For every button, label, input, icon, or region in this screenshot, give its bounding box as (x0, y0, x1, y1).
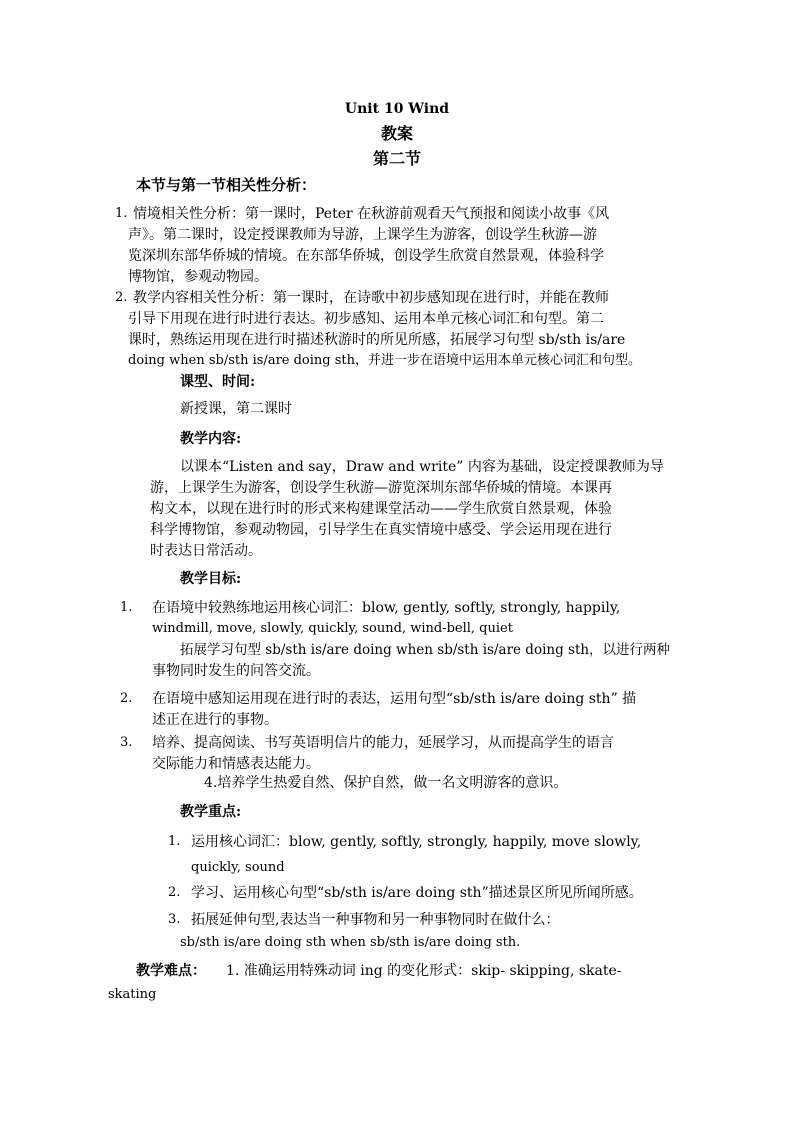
relevance-item-2-line: doing when sb/sth is/are doing sth，并进一步在语境中运用本单元核心词汇和句型。 (128, 353, 642, 368)
key-point-2-line: 学习、运用核心句型“sb/sth is/are doing sth”描述景区所见所闻所感。 (191, 885, 643, 901)
objective-3-line: 交际能力和情感表达能力。 (152, 756, 320, 772)
content-heading: 教学内容: (180, 431, 242, 447)
difficulties-heading: 教学难点： (136, 963, 206, 979)
list-number: 1. (115, 206, 128, 221)
objective-1-sub-line: 拓展学习句型 sb/sth is/are doing when sb/sth is/are doing sth，以进行两种 (180, 642, 671, 658)
list-number: 2. (168, 885, 181, 900)
objectives-heading: 教学目标: (180, 571, 242, 587)
difficulties-line: skating (108, 987, 157, 1002)
list-number: 3. (120, 735, 133, 750)
objective-1-line: windmill, move, slowly, quickly, sound, wind-bell, quiet (152, 621, 513, 636)
relevance-heading: 本节与第一节相关性分析： (136, 176, 317, 194)
lesson-title: 第二节 (372, 149, 421, 168)
key-point-1-line: quickly, sound (191, 860, 285, 875)
objective-4-line: 4.培养学生热爱自然、保护自然，做一名文明游客的意识。 (204, 775, 568, 791)
unit-title: Unit 10 Wind (344, 101, 450, 117)
objective-2-line: 在语境中感知运用现在进行时的表达，运用句型“sb/sth is/are doing sth” 描 (152, 691, 637, 707)
relevance-item-1-line: 情境相关性分析：第一课时，Peter 在秋游前观看天气预报和阅读小故事《风 (133, 206, 610, 222)
content-line: 构文本，以现在进行时的形式来构建课堂活动——学生欣赏自然景观，体验 (150, 501, 612, 517)
relevance-item-2-line: 课时，熟练运用现在进行时描述秋游时的所见所感，拓展学习句型 sb/sth is/are (128, 332, 626, 348)
list-number: 2. (115, 290, 128, 305)
content-line: 游，上课学生为游客，创设学生秋游—游览深圳东部华侨城的情境。本课再 (150, 480, 612, 496)
lesson-type-heading: 课型、时间: (180, 374, 256, 390)
relevance-item-1-line: 览深圳东部华侨城的情境。在东部华侨城，创设学生欣赏自然景观，体验科学 (128, 248, 604, 264)
objective-1-line: 在语境中较熟练地运用核心词汇：blow, gently, softly, strongly, happily, (152, 600, 621, 616)
lesson-type-value: 新授课，第二课时 (180, 401, 292, 417)
key-point-3-line: 拓展延伸句型,表达当一种事物和另一种事物同时在做什么： (191, 912, 560, 928)
list-number: 1. (120, 600, 133, 615)
relevance-item-1-line: 博物馆，参观动物园。 (128, 269, 268, 285)
list-number: 1. (168, 834, 181, 849)
relevance-item-1-line: 声》。第二课时，设定授课教师为导游，上课学生为游客，创设学生秋游—游 (128, 227, 597, 243)
content-line: 以课本“Listen and say，Draw and write” 内容为基础，设定授课教师为导 (180, 459, 664, 475)
list-number: 2. (120, 691, 133, 706)
objective-1-sub-line: 事物同时发生的问答交流。 (152, 663, 320, 679)
key-point-3-line: sb/sth is/are doing sth when sb/sth is/are doing sth. (180, 935, 521, 950)
list-number: 3. (168, 912, 181, 927)
content-line: 科学博物馆，参观动物园，引导学生在真实情境中感受、学会运用现在进行 (150, 522, 612, 538)
relevance-item-2-line: 教学内容相关性分析：第一课时，在诗歌中初步感知现在进行时，并能在教师 (133, 290, 609, 306)
objective-2-line: 述正在进行的事物。 (152, 712, 278, 728)
doc-type-title: 教案 (380, 124, 413, 143)
key-points-heading: 教学重点: (180, 804, 242, 820)
objective-3-line: 培养、提高阅读、书写英语明信片的能力，延展学习，从而提高学生的语言 (152, 735, 614, 751)
difficulties-line: 1. 准确运用特殊动词 ing 的变化形式：skip- skipping, skate- (226, 963, 622, 979)
key-point-1-line: 运用核心词汇：blow, gently, softly, strongly, happily, move slowly, (191, 834, 642, 850)
relevance-item-2-line: 引导下用现在进行时进行表达。初步感知、运用本单元核心词汇和句型。第二 (128, 311, 604, 327)
content-line: 时表达日常活动。 (150, 543, 262, 559)
